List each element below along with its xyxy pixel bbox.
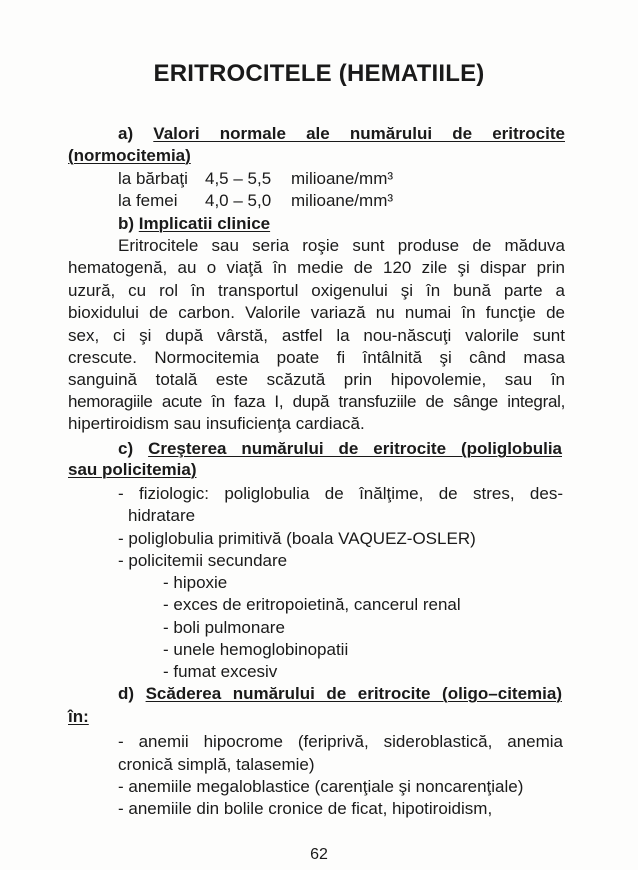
list-item: - poliglobulia primitivă (boala VAQUEZ-OSLER) (118, 529, 476, 548)
section-c-heading-text: Creşterea numărului de eritrocite (poliglobulia (148, 439, 562, 458)
value-row-men (118, 168, 393, 190)
section-b-heading (118, 213, 270, 235)
section-a-heading (118, 123, 565, 145)
page-number: 62 (310, 846, 328, 863)
section-d-heading-text-2: în: (68, 707, 89, 726)
list-item-continuation: hidratare (128, 506, 196, 525)
sub-list-item: - exces de eritropoietină, cancerul renal (163, 595, 461, 614)
sub-list-item: - boli pulmonare (163, 618, 285, 637)
paragraph-line: Eritrocitele sau seria roşie sunt produse de măduva (118, 236, 565, 255)
paragraph-line: uzură, cu rol în transportul oxigenului şi în bună parte a (68, 281, 565, 300)
section-b-marker: b) (118, 214, 135, 233)
list-item: - fiziologic: poliglobulia de înălţime, de stres, des- (118, 484, 563, 503)
paragraph-line: sex, ci şi după vârstă, astfel la nou-născuţi valorile sunt (68, 326, 565, 345)
paragraph-line: bioxidului de carbon. Valorile variază nu numai în funcţie de (68, 303, 565, 322)
section-d-heading-text: Scăderea numărului de eritrocite (oligo–citemia) (145, 684, 562, 703)
sub-list-item: - hipoxie (163, 573, 228, 592)
value-range: 4,5 – 5,5 (205, 169, 272, 188)
section-d-heading (118, 683, 562, 705)
sub-list-item: - fumat excesiv (163, 662, 278, 681)
section-c-heading (118, 438, 562, 460)
section-d-heading-continuation (68, 706, 89, 728)
paragraph-line: hemoragiile acute în faza I, după transfuziile de sânge integral, (68, 392, 565, 411)
paragraph-line: sanguină totală este scăzută prin hipovolemie, sau în (68, 370, 565, 389)
section-a-heading-text-2: (normocitemia) (68, 146, 191, 165)
section-d-marker: d) (118, 684, 135, 703)
value-unit: milioane/mm³ (291, 169, 394, 188)
section-c-marker: c) (118, 439, 134, 458)
section-a-marker: a) (118, 124, 134, 143)
paragraph-line: hipertiroidism sau insuficienţa cardiacă. (68, 414, 365, 433)
value-label: la femei (118, 191, 178, 210)
list-item-continuation: cronică simplă, talasemie) (118, 755, 315, 774)
list-item: - policitemii secundare (118, 551, 288, 570)
paragraph-line: hematogenă, au o viaţă în medie de 120 zile şi dispar prin (68, 258, 565, 277)
sub-list-item: - unele hemoglobinopatii (163, 640, 349, 659)
value-label: la bărbaţi (118, 169, 188, 188)
page-title: ERITROCITELE (HEMATIILE) (153, 60, 485, 87)
section-b-heading-text: Implicatii clinice (138, 214, 271, 233)
value-unit: milioane/mm³ (291, 191, 394, 210)
section-a-heading-continuation (68, 145, 191, 167)
value-row-women (118, 190, 393, 212)
section-c-heading-continuation (68, 459, 196, 481)
section-a-heading-text: Valori normale ale numărului de eritrocite (153, 124, 565, 143)
section-c-heading-text-2: sau policitemia) (68, 460, 197, 479)
list-item: - anemiile din bolile cronice de ficat, hipotiroidism, (118, 799, 493, 818)
list-item: - anemii hipocrome (feriprivă, sideroblastică, anemia (118, 732, 563, 751)
paragraph-line: crescute. Normocitemia poate fi întâlnită şi când masa (68, 348, 565, 367)
list-item: - anemiile megaloblastice (carenţiale şi noncarenţiale) (118, 777, 524, 796)
value-range: 4,0 – 5,0 (205, 191, 272, 210)
